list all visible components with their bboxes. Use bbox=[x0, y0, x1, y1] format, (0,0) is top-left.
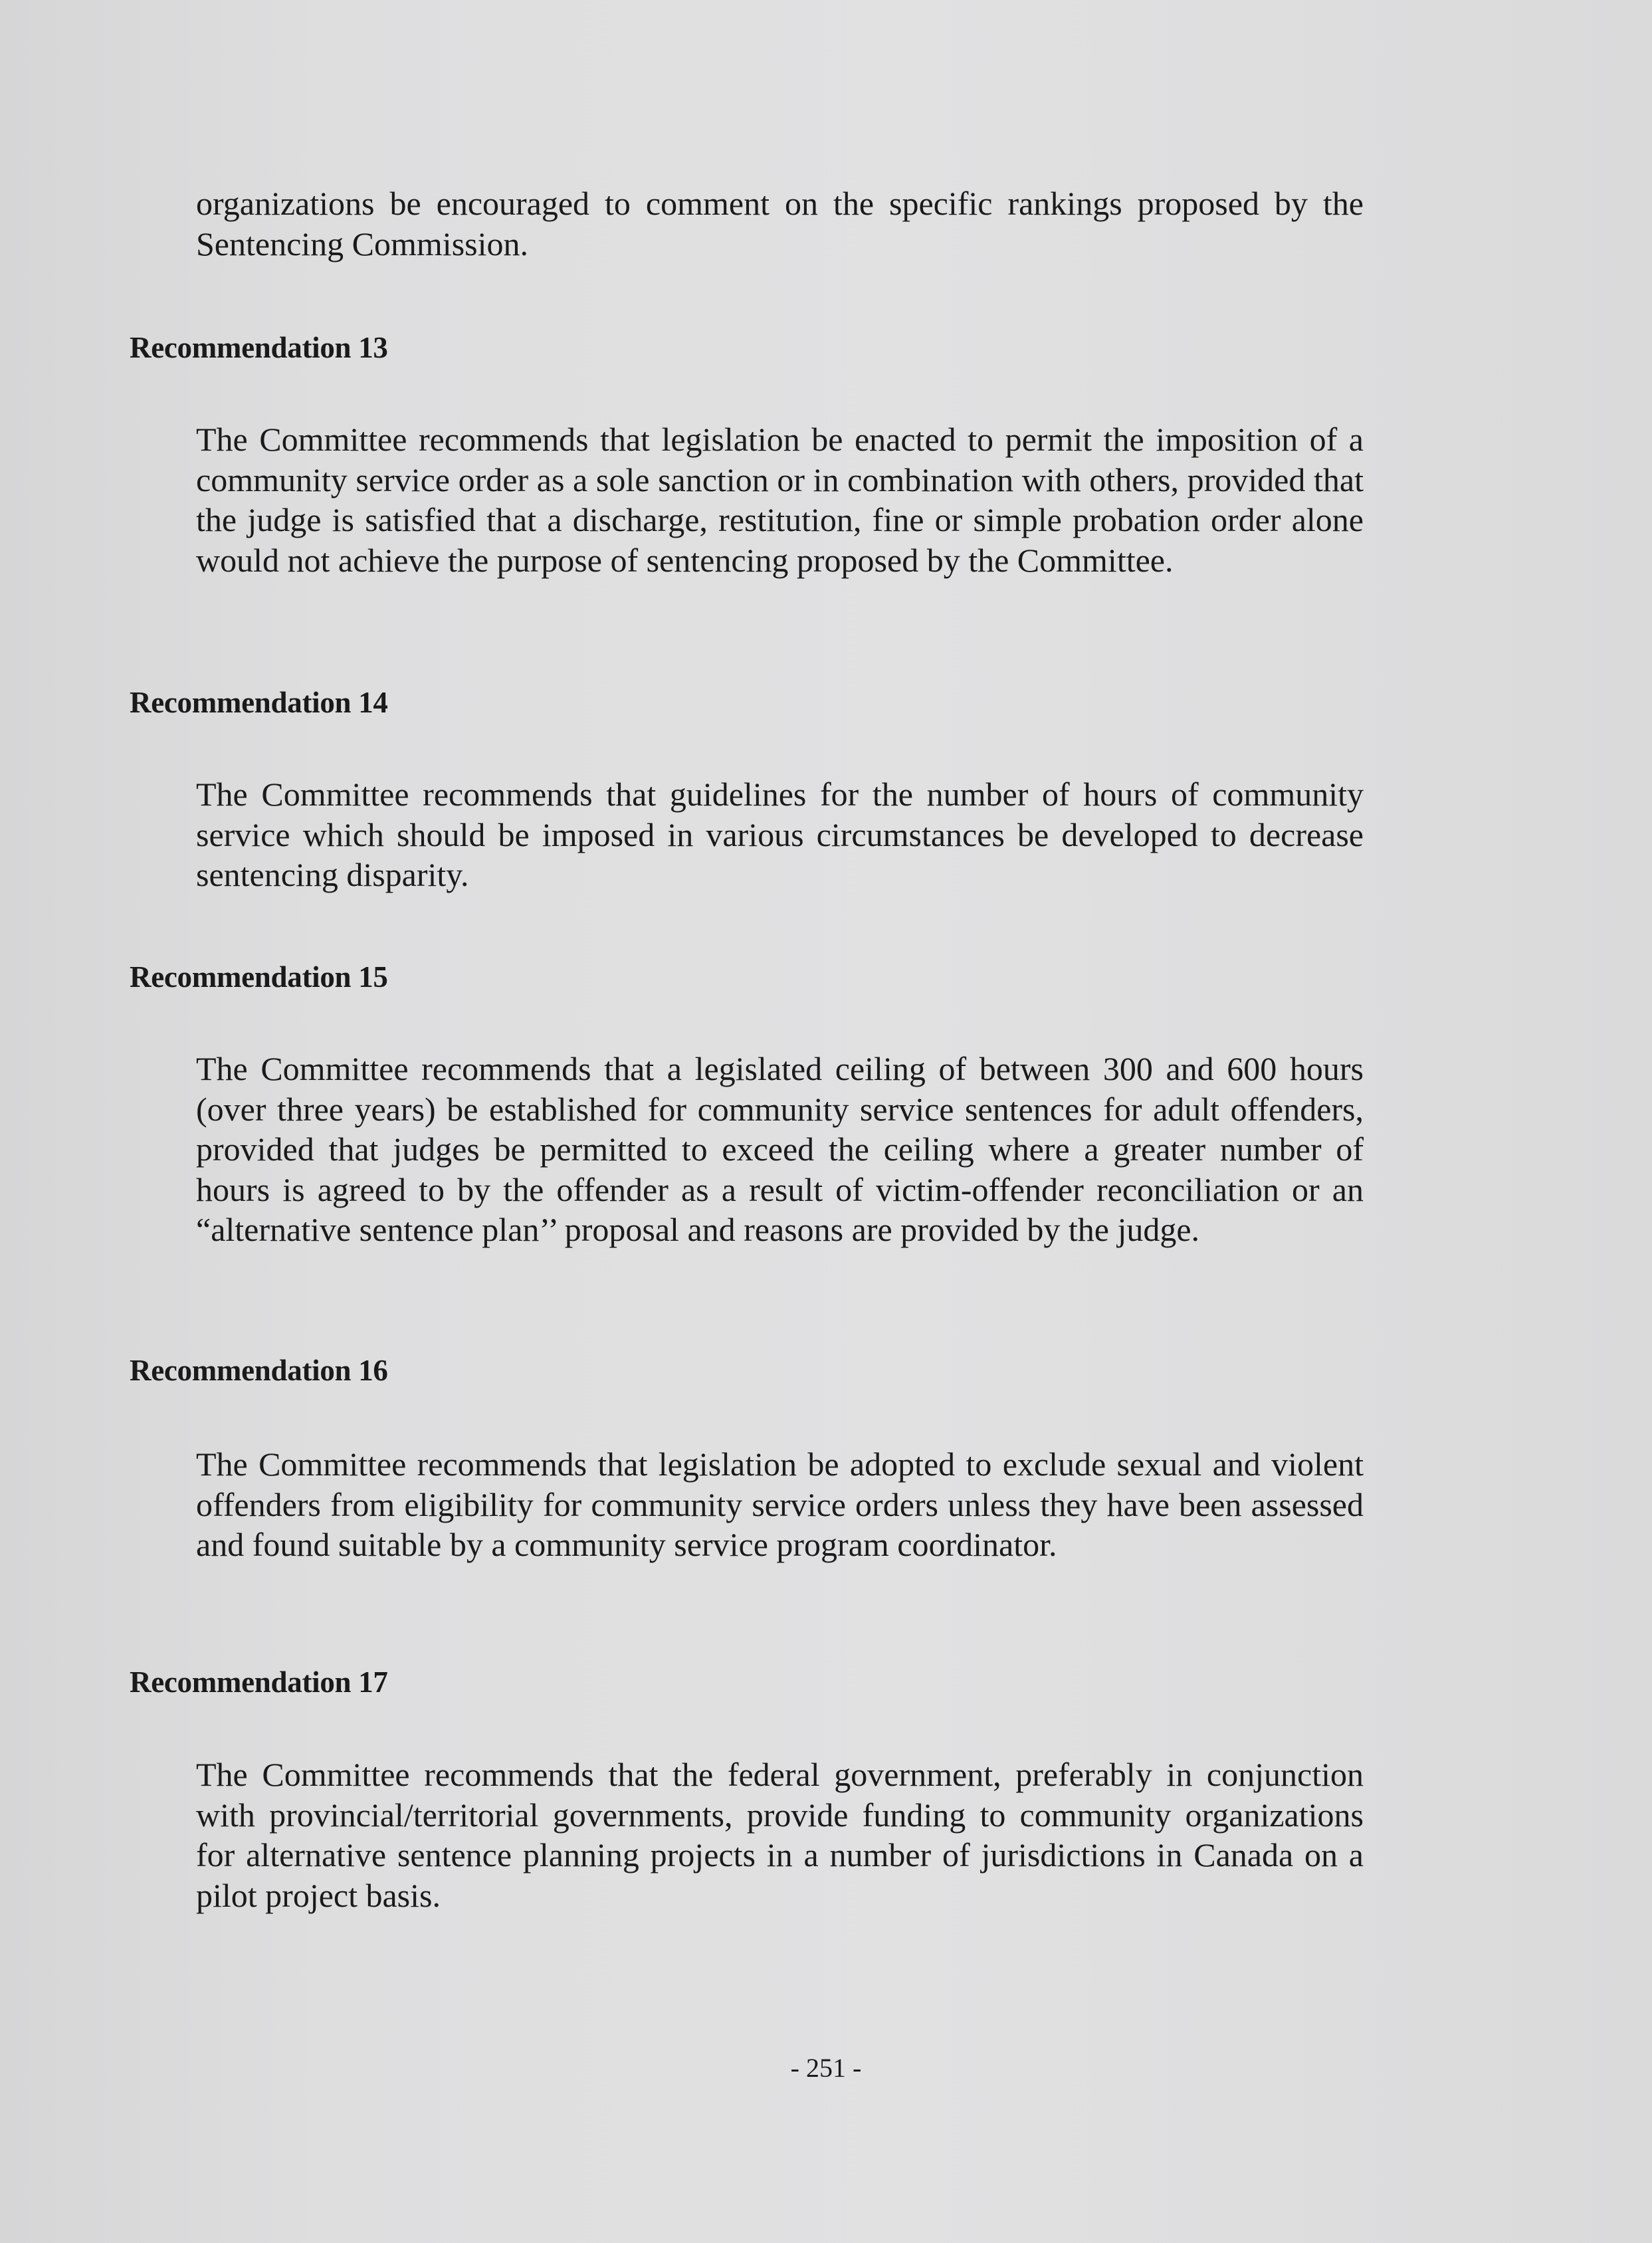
recommendation-14-heading: Recommendation 14 bbox=[130, 686, 388, 719]
recommendation-14-text: The Committee recommends that guidelines for the number of hours of community service which should be imposed in various circumstances be developed to decrease sentencing disparity. bbox=[196, 776, 1364, 893]
recommendation-16-text: The Committee recommends that legislation be adopted to exclude sexual and violent offenders from eligibility for community service orders unless they have been assessed and found suitable by a community service program coordinator. bbox=[196, 1445, 1364, 1563]
intro-paragraph: organizations be encouraged to comment on the specific rankings proposed by the Sentencing Commission. bbox=[196, 185, 1364, 263]
recommendation-17-heading: Recommendation 17 bbox=[130, 1665, 388, 1699]
recommendation-16-heading: Recommendation 16 bbox=[130, 1354, 388, 1387]
recommendation-13-text: The Committee recommends that legislation be enacted to permit the imposition of a community service order as a sole sanction or in combination with others, provided that the judge is satisfied that a discharge, restitution, fine or simple probation order alone would not achieve the purpose of sentencing proposed by the Committee. bbox=[196, 421, 1364, 579]
recommendation-15-text: The Committee recommends that a legislated ceiling of between 300 and 600 hours (over three years) be established for community service sentences for adult offenders, provided that judges be permitted to exceed the ceiling where a greater number of hours is agreed to by the offender as a result of victim-offender reconciliation or an “alternative sentence plan’’ proposal and reasons are provided by the judge. bbox=[196, 1050, 1364, 1248]
recommendation-13-heading: Recommendation 13 bbox=[130, 331, 388, 364]
recommendation-17-text: The Committee recommends that the federal government, preferably in conjunction with provincial/territorial governments, provide funding to community organizations for alternative sentence planning projects in a number of jurisdictions in Canada on a pilot project basis. bbox=[196, 1756, 1364, 1914]
recommendation-15-heading: Recommendation 15 bbox=[130, 960, 388, 994]
page-number: - 251 - bbox=[790, 2053, 862, 2083]
